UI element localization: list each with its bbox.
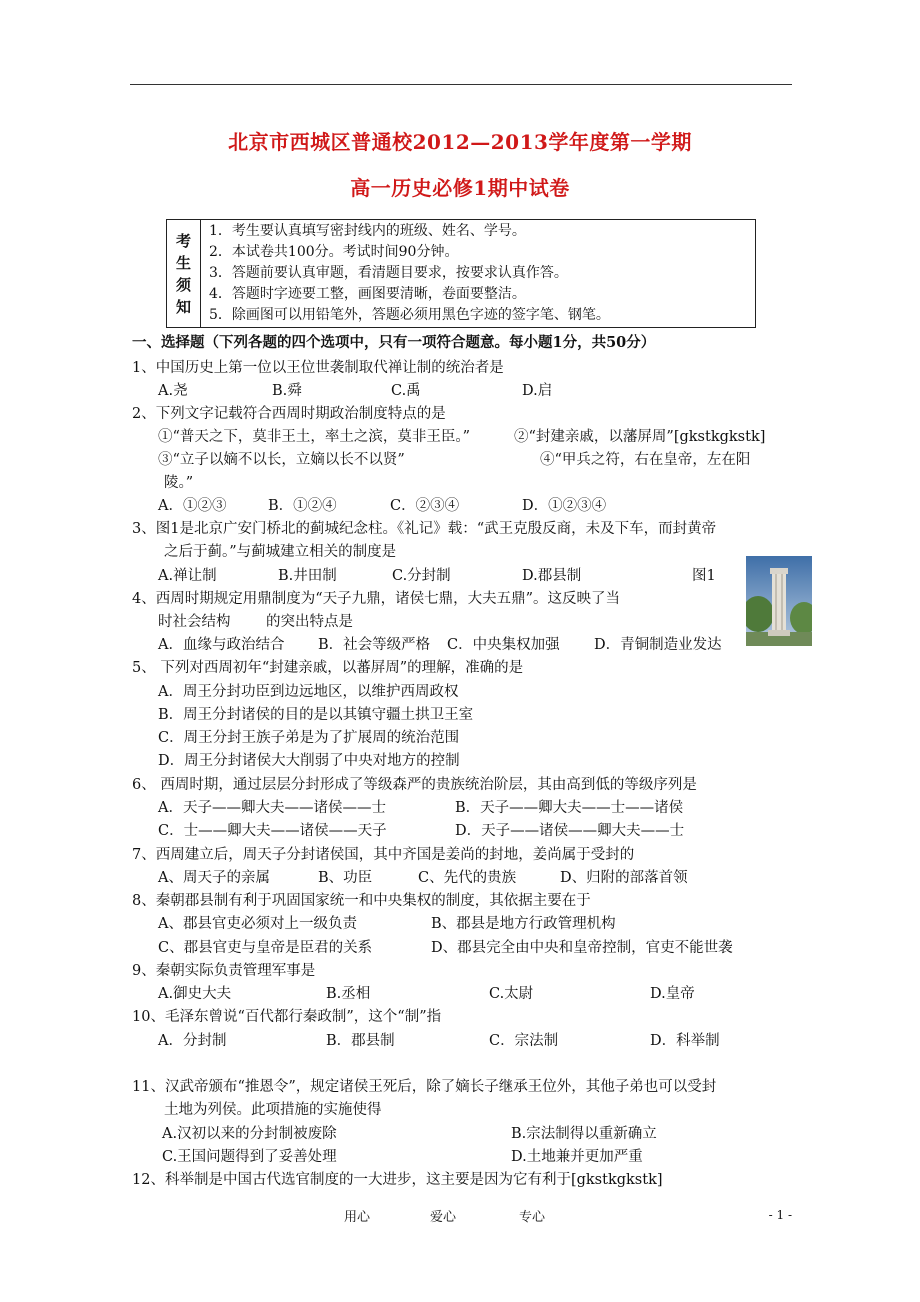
question-stem-continuation: 时社会结构 [158,614,231,630]
memorial-pillar-icon [746,556,812,646]
option: B.舜 [272,383,302,399]
question-stem: 6、 西周时期，通过层层分封形成了等级森严的贵族统治阶层，其由高到低的等级序列是 [132,777,697,793]
question-stem-continuation: 土地为列侯。此项措施的实施使得 [164,1102,382,1118]
option: B．社会等级严格 [318,637,431,653]
option: C.王国问题得到了妥善处理 [162,1149,337,1165]
option: D．天子——诸侯——卿大夫——士 [455,823,685,839]
option: B、郡县是地方行政管理机构 [431,916,616,932]
option: B、功臣 [318,870,373,886]
question-stem: 5、 下列对西周初年“封建亲戚，以蕃屏周”的理解，准确的是 [132,660,524,676]
option: A．血缘与政治结合 [158,637,285,653]
option: D．①②③④ [522,498,607,514]
notice-item: 1．考生要认真填写密封线内的班级、姓名、学号。 [209,223,526,239]
option: C．周王分封王族子弟是为了扩展周的统治范围 [158,730,460,746]
option: C.分封制 [392,568,451,584]
option: A、周天子的亲属 [158,870,270,886]
option: D、郡县完全由中央和皇帝控制，官吏不能世袭 [431,940,733,956]
question-stem-continuation: 的突出特点是 [266,614,353,630]
option: A.禅让制 [158,568,217,584]
question-stem: 12、科举制是中国古代选官制度的一大进步，这主要是因为它有利于[gkstkgkstk] [132,1172,663,1188]
option: D．科举制 [650,1033,720,1049]
memorial-pillar-photo [746,556,812,646]
option: B．郡县制 [326,1033,395,1049]
exam-subtitle: 高一历史必修1期中试卷 [350,176,570,200]
question-stem: 2、下列文字记载符合西周时期政治制度特点的是 [132,406,446,422]
option: A．分封制 [158,1033,227,1049]
notice-heading-char: 考 [175,231,191,250]
exam-title: 北京市西城区普通校2012—2013学年度第一学期 [228,130,692,154]
question-stem: 1、中国历史上第一位以王位世袭制取代禅让制的统治者是 [132,360,504,376]
option: A、郡县官吏必须对上一级负责 [158,916,357,932]
notice-heading [167,220,201,327]
footer-text: 用心 [344,1210,371,1225]
option: D.皇帝 [650,986,695,1002]
footer-text: 爱心 [430,1210,457,1225]
question-stem: 9、秦朝实际负责管理军事是 [132,963,316,979]
option: D．青铜制造业发达 [594,637,722,653]
notice-box [166,219,756,328]
question-stem: 3、图1是北京广安门桥北的蓟城纪念柱。《礼记》载：“武王克殷反商，未及下车，而封黄帝 [132,521,717,537]
question-stem: 4、西周时期规定用鼎制度为“天子九鼎，诸侯七鼎，大夫五鼎”。这反映了当 [132,591,621,607]
option: D.土地兼并更加严重 [511,1149,643,1165]
option: B.井田制 [278,568,337,584]
notice-heading-char: 生 [175,253,191,272]
option: A.汉初以来的分封制被废除 [162,1126,337,1142]
option: A．天子——卿大夫——诸侯——士 [158,800,386,816]
option: C、郡县官吏与皇帝是臣君的关系 [158,940,373,956]
option: B．①②④ [268,498,337,514]
page-number: - 1 - [768,1208,792,1222]
question-stem-continuation: 之后于蓟。”与蓟城建立相关的制度是 [164,544,397,560]
notice-item: 4．答题时字迹要工整，画图要清晰，卷面要整洁。 [209,286,526,302]
statement: ②“封建亲戚，以藩屏周”[gkstkgkstk] [514,429,766,445]
notice-list [209,221,610,326]
option: D.郡县制 [522,568,582,584]
option: A．周王分封功臣到边远地区，以维护西周政权 [158,684,459,700]
statement: ③“立子以嫡不以长，立嫡以长不以贤” [158,452,405,468]
question-stem: 10、毛泽东曾说“百代都行秦政制”，这个“制”指 [132,1009,442,1025]
top-rule [130,84,792,85]
option: C.禹 [391,383,421,399]
notice-heading-char: 须 [175,275,191,294]
question-stem: 7、西周建立后，周天子分封诸侯国，其中齐国是姜尚的封地，姜尚属于受封的 [132,847,635,863]
notice-heading-char: 知 [175,297,191,316]
option: C．士——卿大夫——诸侯——天子 [158,823,387,839]
option: B.宗法制得以重新确立 [511,1126,657,1142]
option: C．②③④ [390,498,460,514]
notice-item: 2．本试卷共100分。考试时间90分钟。 [209,244,459,260]
question-stem: 11、汉武帝颁布“推恩令”，规定诸侯王死后，除了嫡长子继承王位外，其他子弟也可以受封 [132,1079,717,1095]
notice-item: 3．答题前要认真审题，看清题目要求，按要求认真作答。 [209,265,568,281]
option: B.丞相 [326,986,371,1002]
option: A.御史大夫 [158,986,232,1002]
option: C.太尉 [489,986,534,1002]
notice-item: 5．除画图可以用铅笔外，答题必须用黑色字迹的签字笔、钢笔。 [209,307,610,323]
footer-text: 专心 [519,1210,546,1225]
question-stem: 8、秦朝郡县制有利于巩固国家统一和中央集权的制度，其依据主要在于 [132,893,591,909]
option: A．①②③ [158,498,227,514]
option: B．周王分封诸侯的目的是以其镇守疆土拱卫王室 [158,707,474,723]
figure-caption: 图1 [692,568,716,584]
option: D、归附的部落首领 [560,870,688,886]
statement: ①“普天之下，莫非王土，率土之滨，莫非王臣。” [158,429,471,445]
option: B．天子——卿大夫——士——诸侯 [455,800,684,816]
option: C．宗法制 [489,1033,559,1049]
option: D.启 [522,383,553,399]
statement: ④“甲兵之符，右在皇帝，左在阳 [540,452,751,468]
option: D．周王分封诸侯大大削弱了中央对地方的控制 [158,753,460,769]
statement-continuation: 陵。” [164,475,194,491]
option: A.尧 [158,383,188,399]
option: C、先代的贵族 [418,870,517,886]
option: C．中央集权加强 [447,637,560,653]
section-heading: 一、选择题（下列各题的四个选项中，只有一项符合题意。每小题1分，共50分） [132,334,656,351]
